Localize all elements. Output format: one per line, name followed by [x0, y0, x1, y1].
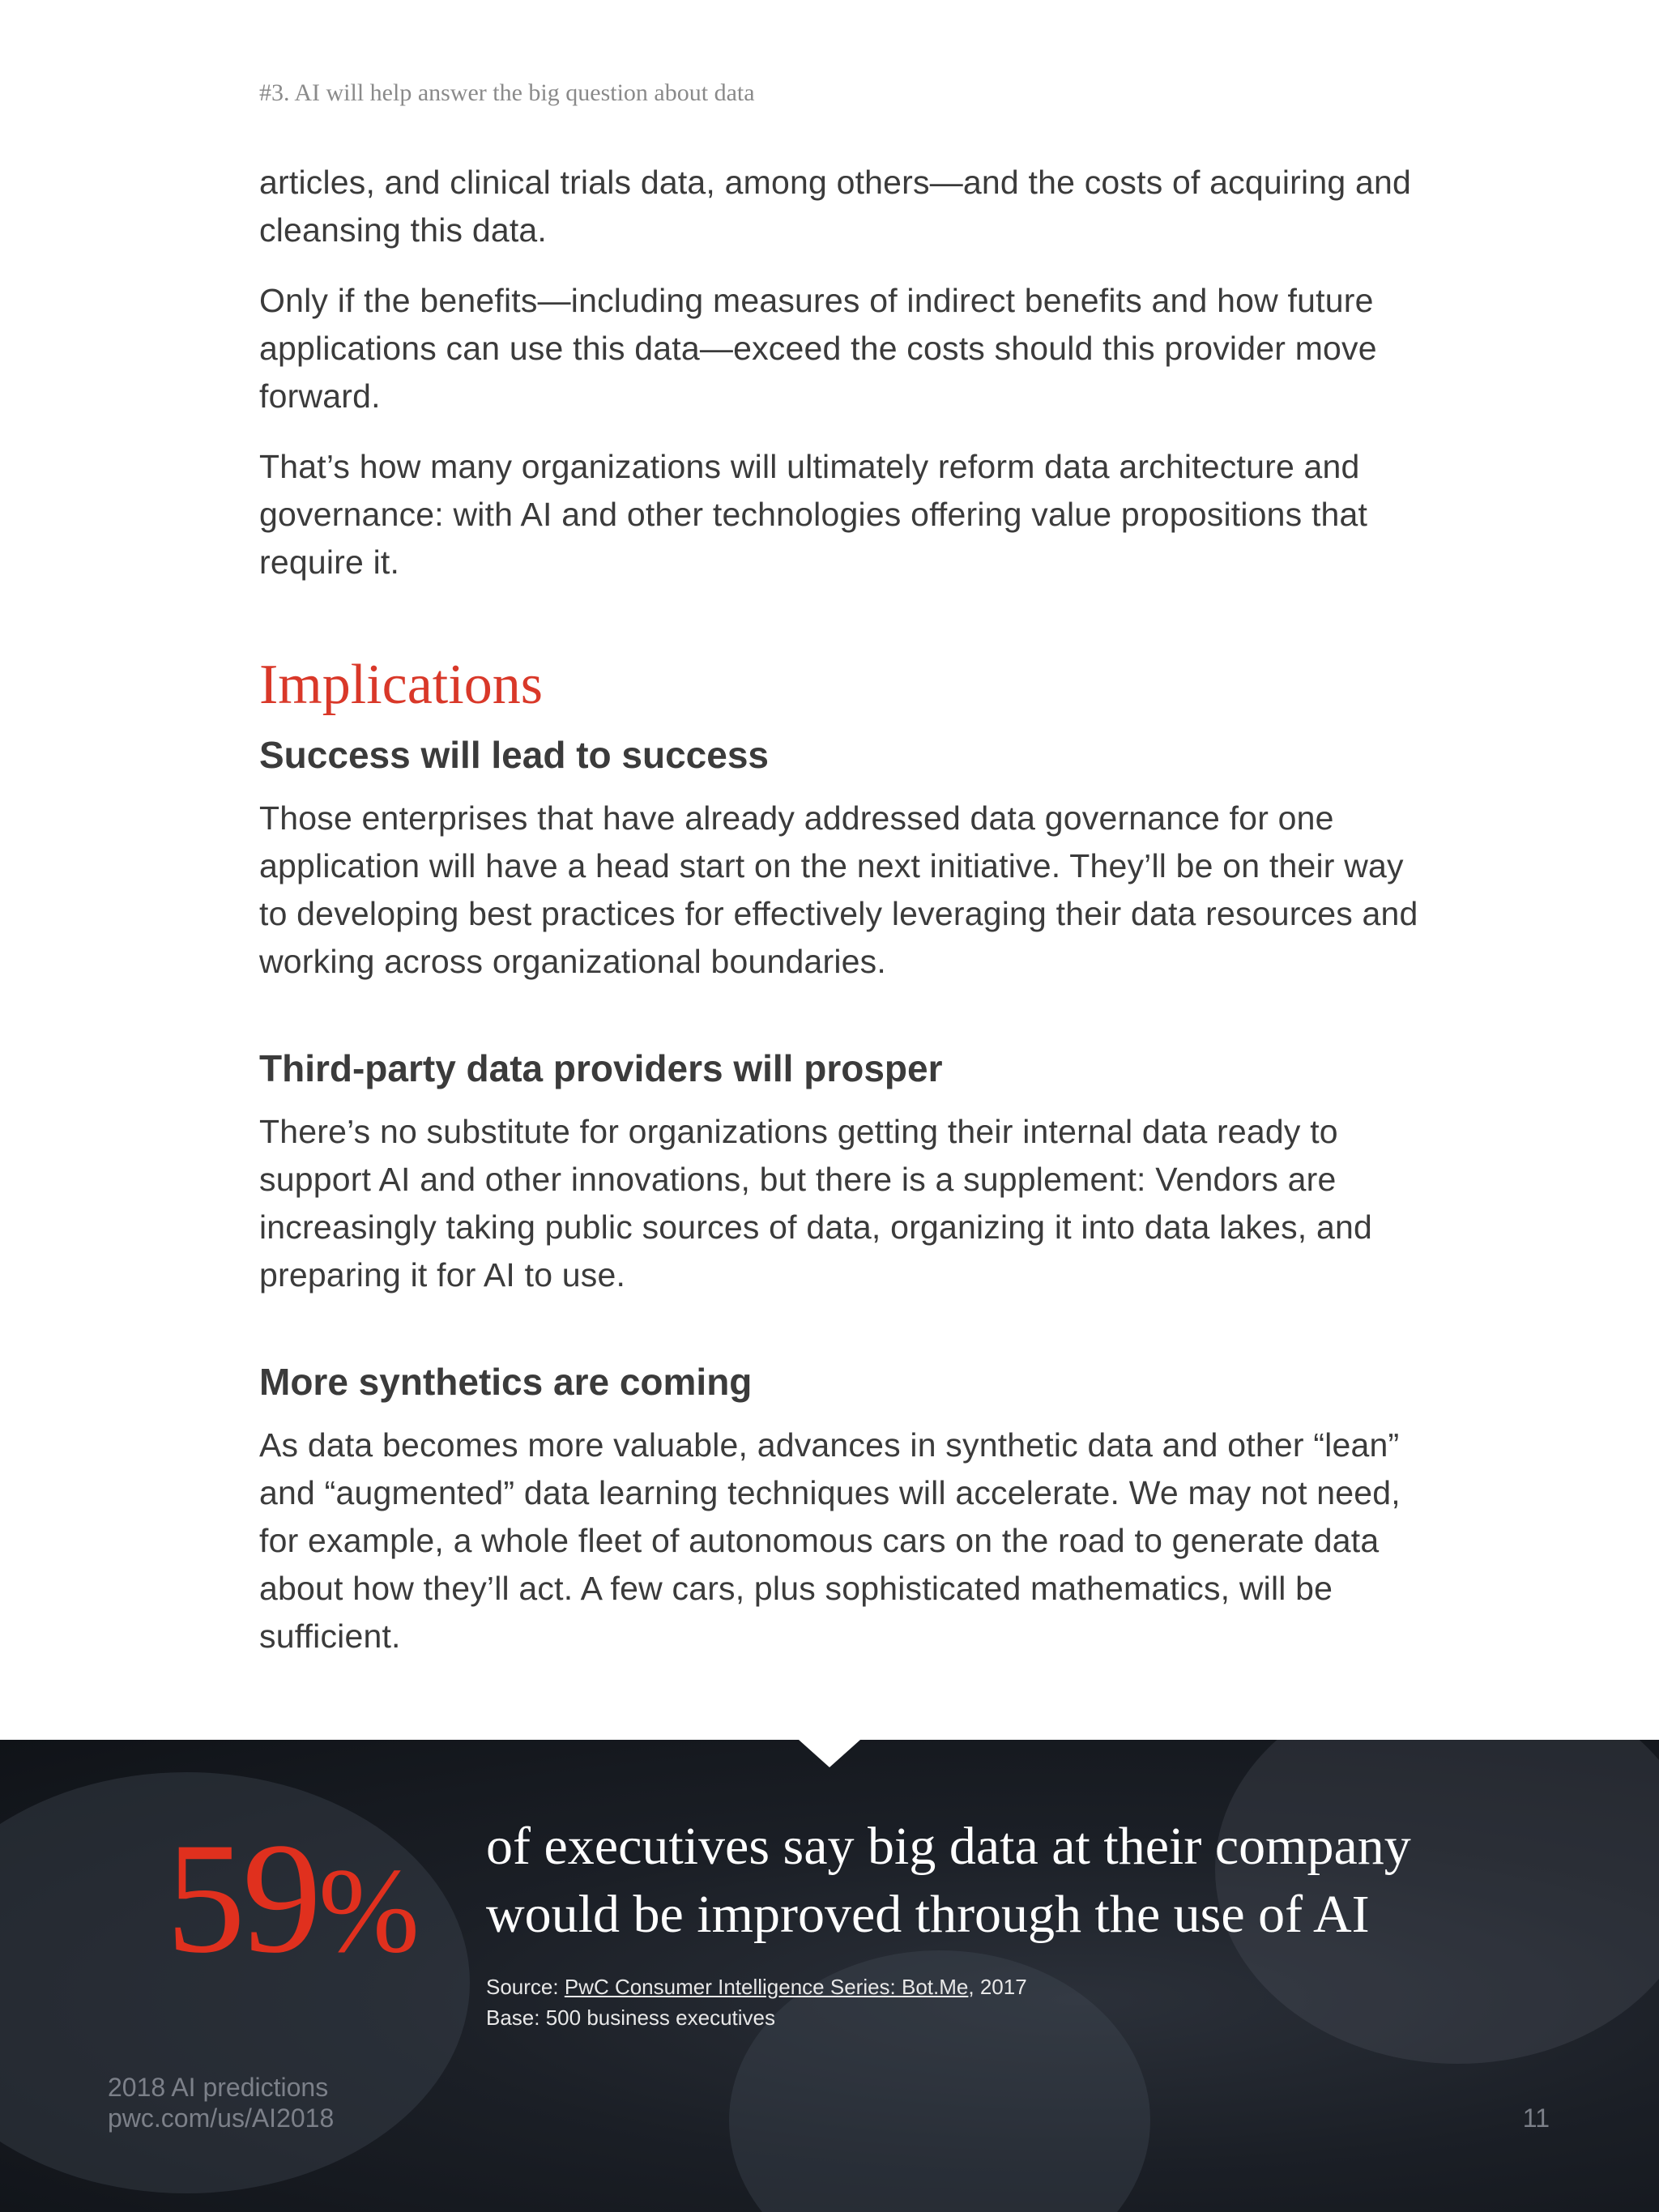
running-header: #3. AI will help answer the big question about data: [259, 79, 755, 106]
intro-paragraph-2: Only if the benefits—including measures of indirect benefits and how future applications can use this data—exceed the costs should this provider move forward.: [259, 282, 1377, 415]
implication-block: [259, 1357, 1426, 1660]
footer: [108, 2072, 334, 2133]
intro-paragraph-3: That’s how many organizations will ultimately reform data architecture and governance: with AI and other technologies offering value propositions that require it.: [259, 448, 1368, 581]
implication-heading: More synthetics are coming: [259, 1361, 753, 1403]
stat-value: 59: [166, 1810, 318, 1986]
source-suffix: , 2017: [968, 1975, 1027, 1999]
implication-body: Those enterprises that have already addressed data governance for one application will have a head start on the next initiative. They’ll be on their way to developing best practices for effectively leveraging their data resources and working across organizational boundaries.: [259, 799, 1418, 980]
footer-url[interactable]: pwc.com/us/AI2018: [108, 2103, 335, 2133]
implication-block: [259, 730, 1426, 986]
implication-body: As data becomes more valuable, advances in synthetic data and other “lean” and “augmented” data learning techniques will accelerate. We may not need, for example, a whole fleet of autonomous cars on the road to generate data about how they’ll act. A few cars, plus sophisticated mathematics, will be sufficient.: [259, 1426, 1401, 1655]
stat-statement: of executives say big data at their company would be improved through the use of AI: [486, 1817, 1411, 1944]
implications-title: Implications: [259, 654, 543, 716]
stat-percentage: [166, 1810, 416, 1992]
article-body: [259, 159, 1426, 1683]
implication-body: There’s no substitute for organizations getting their internal data ready to support AI and other innovations, but there is a supplement: Vendors are increasingly taking public sources of data, organizing it into data lakes, and preparing it for AI to use.: [259, 1113, 1372, 1294]
source-base: Base: 500 business executives: [486, 2005, 775, 2030]
implication-block: [259, 1043, 1426, 1299]
source-link[interactable]: PwC Consumer Intelligence Series: Bot.Me: [564, 1975, 969, 1999]
page-number: 11: [1522, 2103, 1550, 2133]
stat-unit: %: [318, 1843, 416, 1978]
source-prefix: Source:: [486, 1975, 565, 1999]
implication-heading: Success will lead to success: [259, 734, 769, 776]
panel-notch: [799, 1740, 860, 1767]
source-citation: [486, 1971, 1027, 2033]
footer-publication: 2018 AI predictions: [108, 2073, 329, 2102]
implication-heading: Third-party data providers will prosper: [259, 1047, 943, 1089]
intro-paragraph-1: articles, and clinical trials data, among others—and the costs of acquiring and cleansing this data.: [259, 164, 1411, 249]
